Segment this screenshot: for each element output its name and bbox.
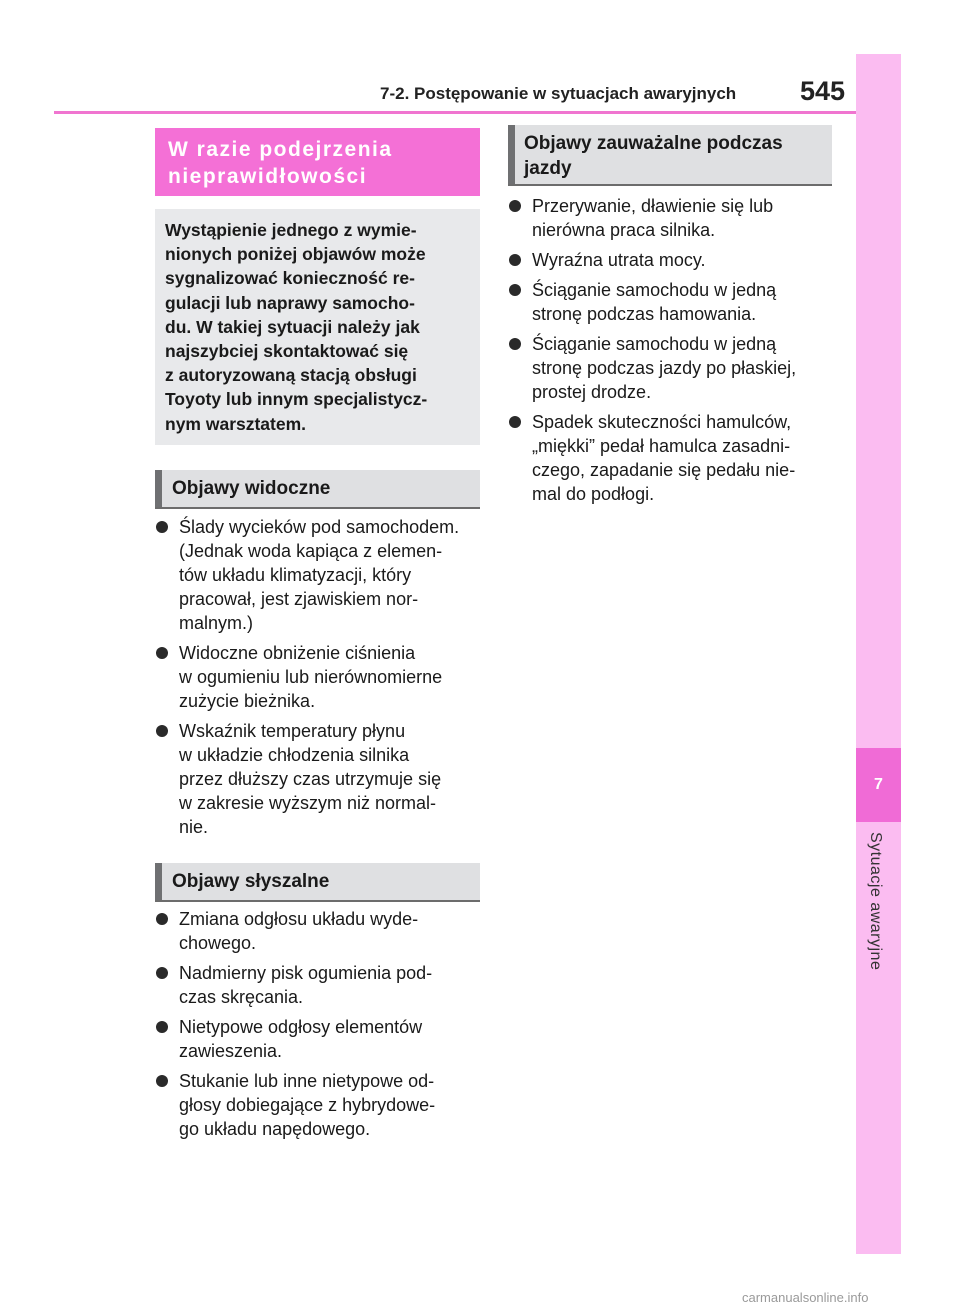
list-item-line: Przerywanie, dławienie się lub [532,196,774,216]
list-item-line: zużycie bieżnika. [179,691,316,711]
audible-symptoms-header: Objawy słyszalne [155,863,480,902]
intro-line: nym warsztatem. [165,413,307,434]
list-item [156,961,486,1009]
watermark: carmanualsonline.info [742,1290,869,1305]
list-item [509,278,839,326]
list-item-line: czego, zapadanie się pedału nie- [532,460,796,480]
page-number: 545 [800,76,846,106]
list-item [156,719,486,839]
list-item [156,515,486,635]
driving-symptoms-header [508,125,832,186]
visible-symptoms-list [156,515,486,845]
list-item-line: Nadmierny pisk ogumienia pod- [179,963,433,983]
list-item-line: (Jednak woda kapiąca z elemen- [179,541,443,561]
list-item-line: w ogumieniu lub nierównomierne [179,667,443,687]
list-item-line: Ściąganie samochodu w jedną [532,280,777,300]
list-item [509,332,839,404]
suspect-malfunction-title-box [155,128,480,196]
intro-line: najszybciej skontaktować się [165,341,409,362]
intro-line: gulacji lub naprawy samocho- [165,292,415,313]
list-item [156,641,486,713]
chapter-side-tab [856,54,901,1254]
list-item-line: stronę podczas hamowania. [532,304,757,324]
list-item-line: stronę podczas jazdy po płaskiej, [532,358,797,378]
intro-line: du. W takiej sytuacji należy jak [165,316,420,337]
suspect-malfunction-title-line: W razie podejrzenia [168,138,393,161]
header-rule [54,111,856,114]
chapter-label: Sytuacje awaryjne [867,832,884,971]
list-item-line: Ślady wycieków pod samochodem. [179,517,460,537]
visible-symptoms-header: Objawy widoczne [155,470,480,509]
intro-line: z autoryzowaną stacją obsługi [165,365,417,386]
list-item-line: Wyraźna utrata mocy. [532,250,706,270]
list-item [509,410,839,506]
list-item-line: nierówna praca silnika. [532,220,716,240]
list-item [156,1015,486,1063]
list-item-line: w układzie chłodzenia silnika [179,745,410,765]
list-item-line: Spadek skuteczności hamulców, [532,412,792,432]
list-item [156,1069,486,1141]
list-item-line: nie. [179,817,209,837]
list-item-line: zawieszenia. [179,1041,283,1061]
list-item [509,194,839,242]
list-item-line: mal do podłogi. [532,484,655,504]
intro-line: Toyoty lub innym specjalistycz- [165,389,428,410]
list-item-line: Nietypowe odgłosy elementów [179,1017,423,1037]
list-item-line: pracował, jest zjawiskiem nor- [179,589,419,609]
list-item-line: Wskaźnik temperatury płynu [179,721,406,741]
list-item-line: Ściąganie samochodu w jedną [532,334,777,354]
list-item-line: w zakresie wyższym niż normal- [179,793,437,813]
chapter-number-tab: 7 [856,748,901,822]
intro-note-box [155,209,480,445]
list-item-line: Widoczne obniżenie ciśnienia [179,643,416,663]
driving-header-line: Objawy zauważalne podczas [524,133,783,154]
audible-symptoms-list [156,907,486,1147]
driving-symptoms-list [509,194,839,512]
list-item-line: głosy dobiegające z hybrydowe- [179,1095,436,1115]
list-item-line: Zmiana odgłosu układu wyde- [179,909,419,929]
list-item-line: chowego. [179,933,257,953]
list-item [156,907,486,955]
list-item-line: malnym.) [179,613,254,633]
list-item-line: Stukanie lub inne nietypowe od- [179,1071,435,1091]
intro-line: sygnalizować konieczność re- [165,268,415,289]
list-item [509,248,839,272]
list-item-line: „miękki” pedał hamulca zasadni- [532,436,791,456]
page-header-title: 7-2. Postępowanie w sytuacjach awaryjnych [380,84,737,103]
list-item-line: tów układu klimatyzacji, który [179,565,412,585]
list-item-line: go układu napędowego. [179,1119,371,1139]
intro-line: Wystąpienie jednego z wymie- [165,220,417,240]
intro-line: nionych poniżej objawów może [165,244,426,265]
list-item-line: czas skręcania. [179,987,304,1007]
driving-header-line: jazdy [524,158,572,179]
suspect-malfunction-title-line: nieprawidłowości [168,165,368,188]
list-item-line: prostej drodze. [532,382,652,402]
list-item-line: przez dłuższy czas utrzymuje się [179,769,442,789]
